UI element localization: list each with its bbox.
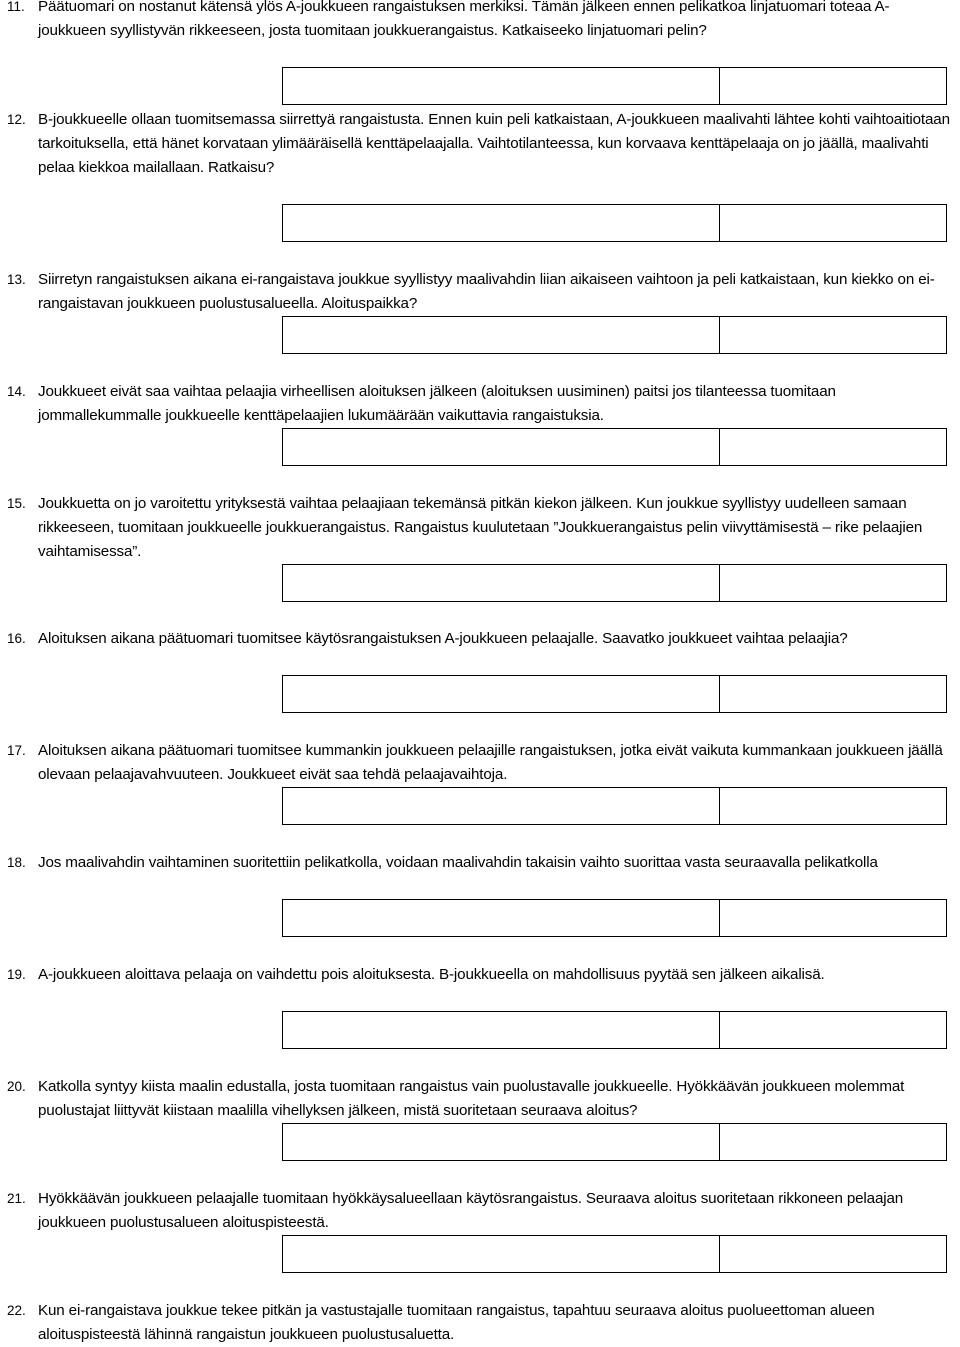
question-number: 17. [7, 743, 26, 758]
question-text: Katkolla syntyy kiista maalin edustalla, josta tuomitaan rangaistus vain puolustavalle joukkueelle. Hyökkäävän joukkueen molemmat puolustajat liittyvät kiistaan maalilla vihellyksen jälkeen, mistä suoritetaan seuraava aloitus? [38, 1078, 905, 1119]
question-number: 19. [7, 967, 26, 982]
answer-field[interactable] [282, 1011, 721, 1049]
answer-field[interactable] [282, 428, 721, 466]
question-number: 15. [7, 496, 26, 511]
question-text: Päätuomari on nostanut kätensä ylös A-joukkueen rangaistuksen merkiksi. Tämän jälkeen ennen pelikatkoa linjatuomari toteaa A-joukkueen syyllistyvän rikkeeseen, josta tuomitaan joukkuerangaistus. Katkaiseeko linjatuomari pelin? [38, 0, 890, 39]
question-number: 12. [7, 112, 26, 127]
answer-field[interactable] [282, 67, 721, 105]
question-text: B-joukkueelle ollaan tuomitsemassa siirrettyä rangaistusta. Ennen kuin peli katkaistaan, A-joukkueen maalivahti lähtee kohti vaihtoaitiotaan tarkoituksella, että hänet korvataan ylimääräisellä kenttäpelaajalla. Vaihtotilanteessa, kun korvaava kenttäpelaaja on jo jäällä, maalivahti pelaa kiekkoa mailallaan. Ratkaisu? [38, 111, 950, 176]
answer-field-secondary[interactable] [719, 67, 947, 105]
question-number: 21. [7, 1191, 26, 1206]
answer-field[interactable] [282, 316, 721, 354]
answer-field-secondary[interactable] [719, 899, 947, 937]
answer-field-secondary[interactable] [719, 564, 947, 602]
answer-field[interactable] [282, 564, 721, 602]
answer-field-secondary[interactable] [719, 204, 947, 242]
question-text: A-joukkueen aloittava pelaaja on vaihdettu pois aloituksesta. B-joukkueella on mahdollisuus pyytää sen jälkeen aikalisä. [38, 966, 825, 983]
question-text: Jos maalivahdin vaihtaminen suoritettiin pelikatkolla, voidaan maalivahdin takaisin vaihto suorittaa vasta seuraavalla pelikatkolla [38, 854, 878, 871]
answer-field-secondary[interactable] [719, 1235, 947, 1273]
answer-field-secondary[interactable] [719, 428, 947, 466]
question-number: 14. [7, 384, 26, 399]
question-number: 18. [7, 855, 26, 870]
question-text: Joukkueet eivät saa vaihtaa pelaajia virheellisen aloituksen jälkeen (aloituksen uusiminen) paitsi jos tilanteessa tuomitaan jommallekummalle joukkueelle kenttäpelaajien lukumäärään vaikuttavia rangaistuksia. [38, 383, 836, 424]
answer-field[interactable] [282, 1123, 721, 1161]
answer-field[interactable] [282, 787, 721, 825]
question-text: Joukkuetta on jo varoitettu yrityksestä vaihtaa pelaajiaan tekemänsä pitkän kiekon jälkeen. Kun joukkue syyllistyy uudelleen samaan rikkeeseen, tuomitaan joukkueelle joukkuerangaistus. Rangaistus kuulutetaan ”Joukkuerangaistus pelin viivyttämisestä – rike pelaajien vaihtamisessa”. [38, 495, 923, 560]
answer-field-secondary[interactable] [719, 1123, 947, 1161]
answer-field[interactable] [282, 204, 721, 242]
answer-field[interactable] [282, 1235, 721, 1273]
answer-field-secondary[interactable] [719, 787, 947, 825]
question-text: Aloituksen aikana päätuomari tuomitsee käytösrangaistuksen A-joukkueen pelaajalle. Saavatko joukkueet vaihtaa pelaajia? [38, 630, 848, 647]
question-number: 16. [7, 631, 26, 646]
question-text: Aloituksen aikana päätuomari tuomitsee kummankin joukkueen pelaajille rangaistuksen, jotka eivät vaikuta kummankaan joukkueen jäällä olevaan pelaajavahvuuteen. Joukkueet eivät saa tehdä pelaajavaihtoja. [38, 742, 943, 783]
answer-field[interactable] [282, 675, 721, 713]
answer-field-secondary[interactable] [719, 1011, 947, 1049]
question-number: 20. [7, 1079, 26, 1094]
question-text: Kun ei-rangaistava joukkue tekee pitkän ja vastustajalle tuomitaan rangaistus, tapahtuu seuraava aloitus puolueettoman alueen aloituspisteestä lähinnä rangaistun joukkueen puolustusaluetta. [38, 1302, 875, 1343]
question-number: 22. [7, 1303, 26, 1318]
question-number: 13. [7, 272, 26, 287]
question-number: 11. [7, 0, 25, 14]
answer-field-secondary[interactable] [719, 316, 947, 354]
question-text: Siirretyn rangaistuksen aikana ei-rangaistava joukkue syyllistyy maalivahdin liian aikaiseen vaihtoon ja peli katkaistaan, kun kiekko on ei-rangaistavan joukkueen puolustusalueella. Aloituspaikka? [38, 271, 935, 312]
question-text: Hyökkäävän joukkueen pelaajalle tuomitaan hyökkäysalueellaan käytösrangaistus. Seuraava aloitus suoritetaan rikkoneen pelaajan joukkueen puolustusalueen aloituspisteestä. [38, 1190, 904, 1231]
answer-field[interactable] [282, 899, 721, 937]
answer-field-secondary[interactable] [719, 675, 947, 713]
